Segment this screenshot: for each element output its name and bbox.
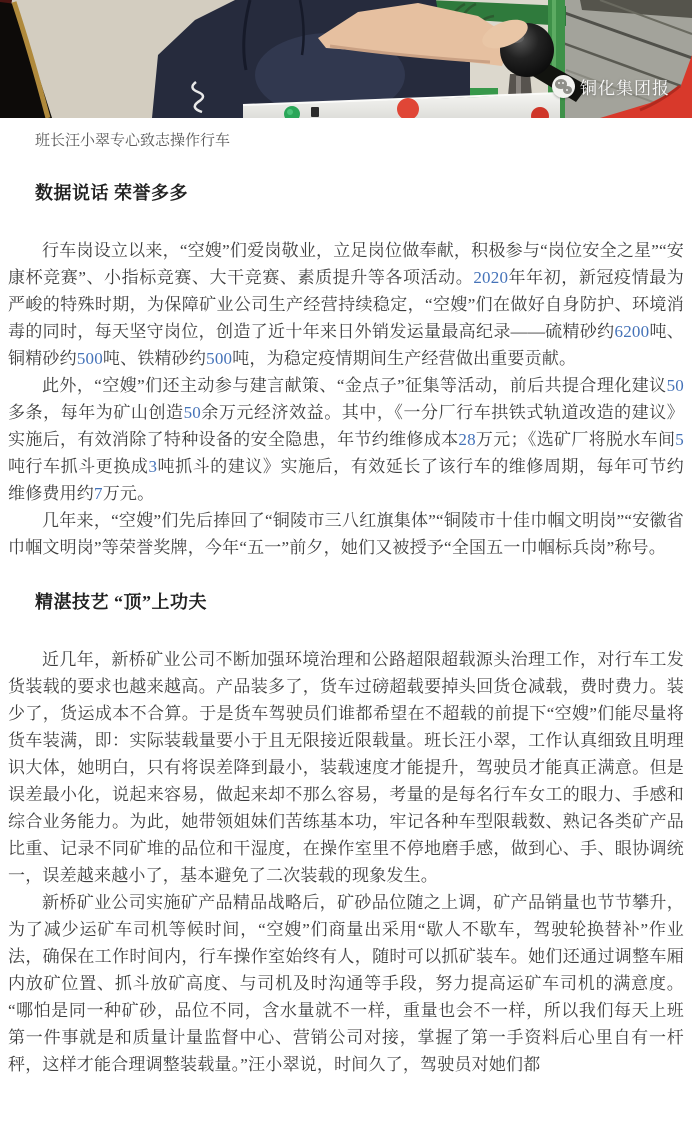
section-heading-data-honors: 数据说话 荣誉多多 bbox=[35, 183, 188, 203]
highlighted-number: 500 bbox=[206, 349, 233, 368]
highlighted-number: 2020 bbox=[473, 268, 509, 287]
paragraph: 此外，“空嫂”们还主动参与建言献策、“金点子”征集等活动，前后共提合理化建议50多条，每年为矿山创造50余万元经济效益。其中，《一分厂行车拱铁式轨道改造的建议》实施后，有效消除了特种设备的安全隐患，年节约维修成本28万元；《选矿厂将脱水车间5吨行车抓斗更换成3吨抓斗的建议》实施后，有效延长了该行车的维修周期，每年可节约维修费用约7万元。 bbox=[8, 376, 685, 503]
paragraph: 行车岗设立以来，“空嫂”们爱岗敬业，立足岗位做奉献，积极参与“岗位安全之星”“安康杯竞赛”、小指标竞赛、大干竞赛、素质提升等各项活动。2020年年初，新冠疫情最为严峻的特殊时期，为保障矿业公司生产经营持续稳定，“空嫂”们在做好自身防护、环境消毒的同时，每天坚守岗位，创造了近十年来日外销发运量最高纪录——硫精砂约6200吨、铜精砂约500吨、铁精砂约500吨，为稳定疫情期间生产经营做出重要贡献。 bbox=[8, 241, 685, 368]
wechat-icon bbox=[552, 75, 575, 98]
article-body bbox=[0, 131, 692, 1078]
highlighted-number: 28 bbox=[458, 430, 476, 449]
photo-caption: 班长汪小翠专心致志操作行车 bbox=[35, 133, 231, 149]
section-skill bbox=[8, 592, 684, 1078]
section-data-honors bbox=[8, 183, 684, 561]
highlighted-number: 500 bbox=[76, 349, 103, 368]
watermark bbox=[552, 74, 670, 99]
highlighted-number: 50 bbox=[183, 403, 201, 422]
highlighted-number: 7 bbox=[94, 484, 103, 503]
highlighted-number: 5 bbox=[675, 430, 684, 449]
highlighted-number: 50 bbox=[666, 376, 684, 395]
paragraph: 几年来，“空嫂”们先后捧回了“铜陵市三八红旗集体”“铜陵市十佳巾帼文明岗”“安徽省巾帼文明岗”等荣誉奖牌，今年“五一”前夕，她们又被授予“全国五一巾帼标兵岗”称号。 bbox=[8, 511, 684, 557]
highlighted-number: 3 bbox=[148, 457, 158, 476]
section-heading-skill: 精湛技艺 “顶”上功夫 bbox=[35, 592, 207, 612]
highlighted-number: 6200 bbox=[614, 322, 650, 341]
crane-operator-photo bbox=[0, 0, 692, 118]
paragraph: 近几年，新桥矿业公司不断加强环境治理和公路超限超载源头治理工作，对行车工发货装载的要求也越来越高。产品装多了，货车过磅超载要掉头回货仓减载，费时费力。装少了，货运成本不合算。于是货车驾驶员们谁都希望在不超载的前提下“空嫂”们能尽量将货车装满，即：实际装载量要小于且无限接近限载量。班长汪小翠，工作认真细致且明理识大体，她明白，只有将误差降到最小，装载速度才能提升，驾驶员才能真正满意。但是误差最小化，说起来容易，做起来却不那么容易，考量的是每名行车女工的眼力、手感和综合业务能力。为此，她带领姐妹们苦练基本功，牢记各种车型限载数、熟记各类矿产品比重、记录不同矿堆的品位和干湿度，在操作室里不停地磨手感，做到心、手、眼协调统一，误差越来越小了，基本避免了二次装载的现象发生。 bbox=[8, 650, 684, 885]
watermark-label: 铜化集团报 bbox=[580, 79, 670, 98]
paragraph: 新桥矿业公司实施矿产品精品战略后，矿砂品位随之上调，矿产品销量也节节攀升，为了减少运矿车司机等候时间，“空嫂”们商量出采用“歇人不歇车，驾驶轮换替补”作业法，确保在工作时间内，行车操作室始终有人，随时可以抓矿装车。她们还通过调整车厢内放矿位置、抓斗放矿高度、与司机及时沟通等手段，努力提高运矿车司机的满意度。“哪怕是同一种矿砂，品位不同，含水量就不一样，重量也会不一样，所以我们每天上班第一件事就是和质量计量监督中心、营销公司对接，掌握了第一手资料后心里自有一杆秤，这样才能合理调整装载量。”汪小翠说，时间久了，驾驶员对她们都 bbox=[8, 893, 684, 1074]
article-photo[interactable] bbox=[0, 0, 692, 118]
